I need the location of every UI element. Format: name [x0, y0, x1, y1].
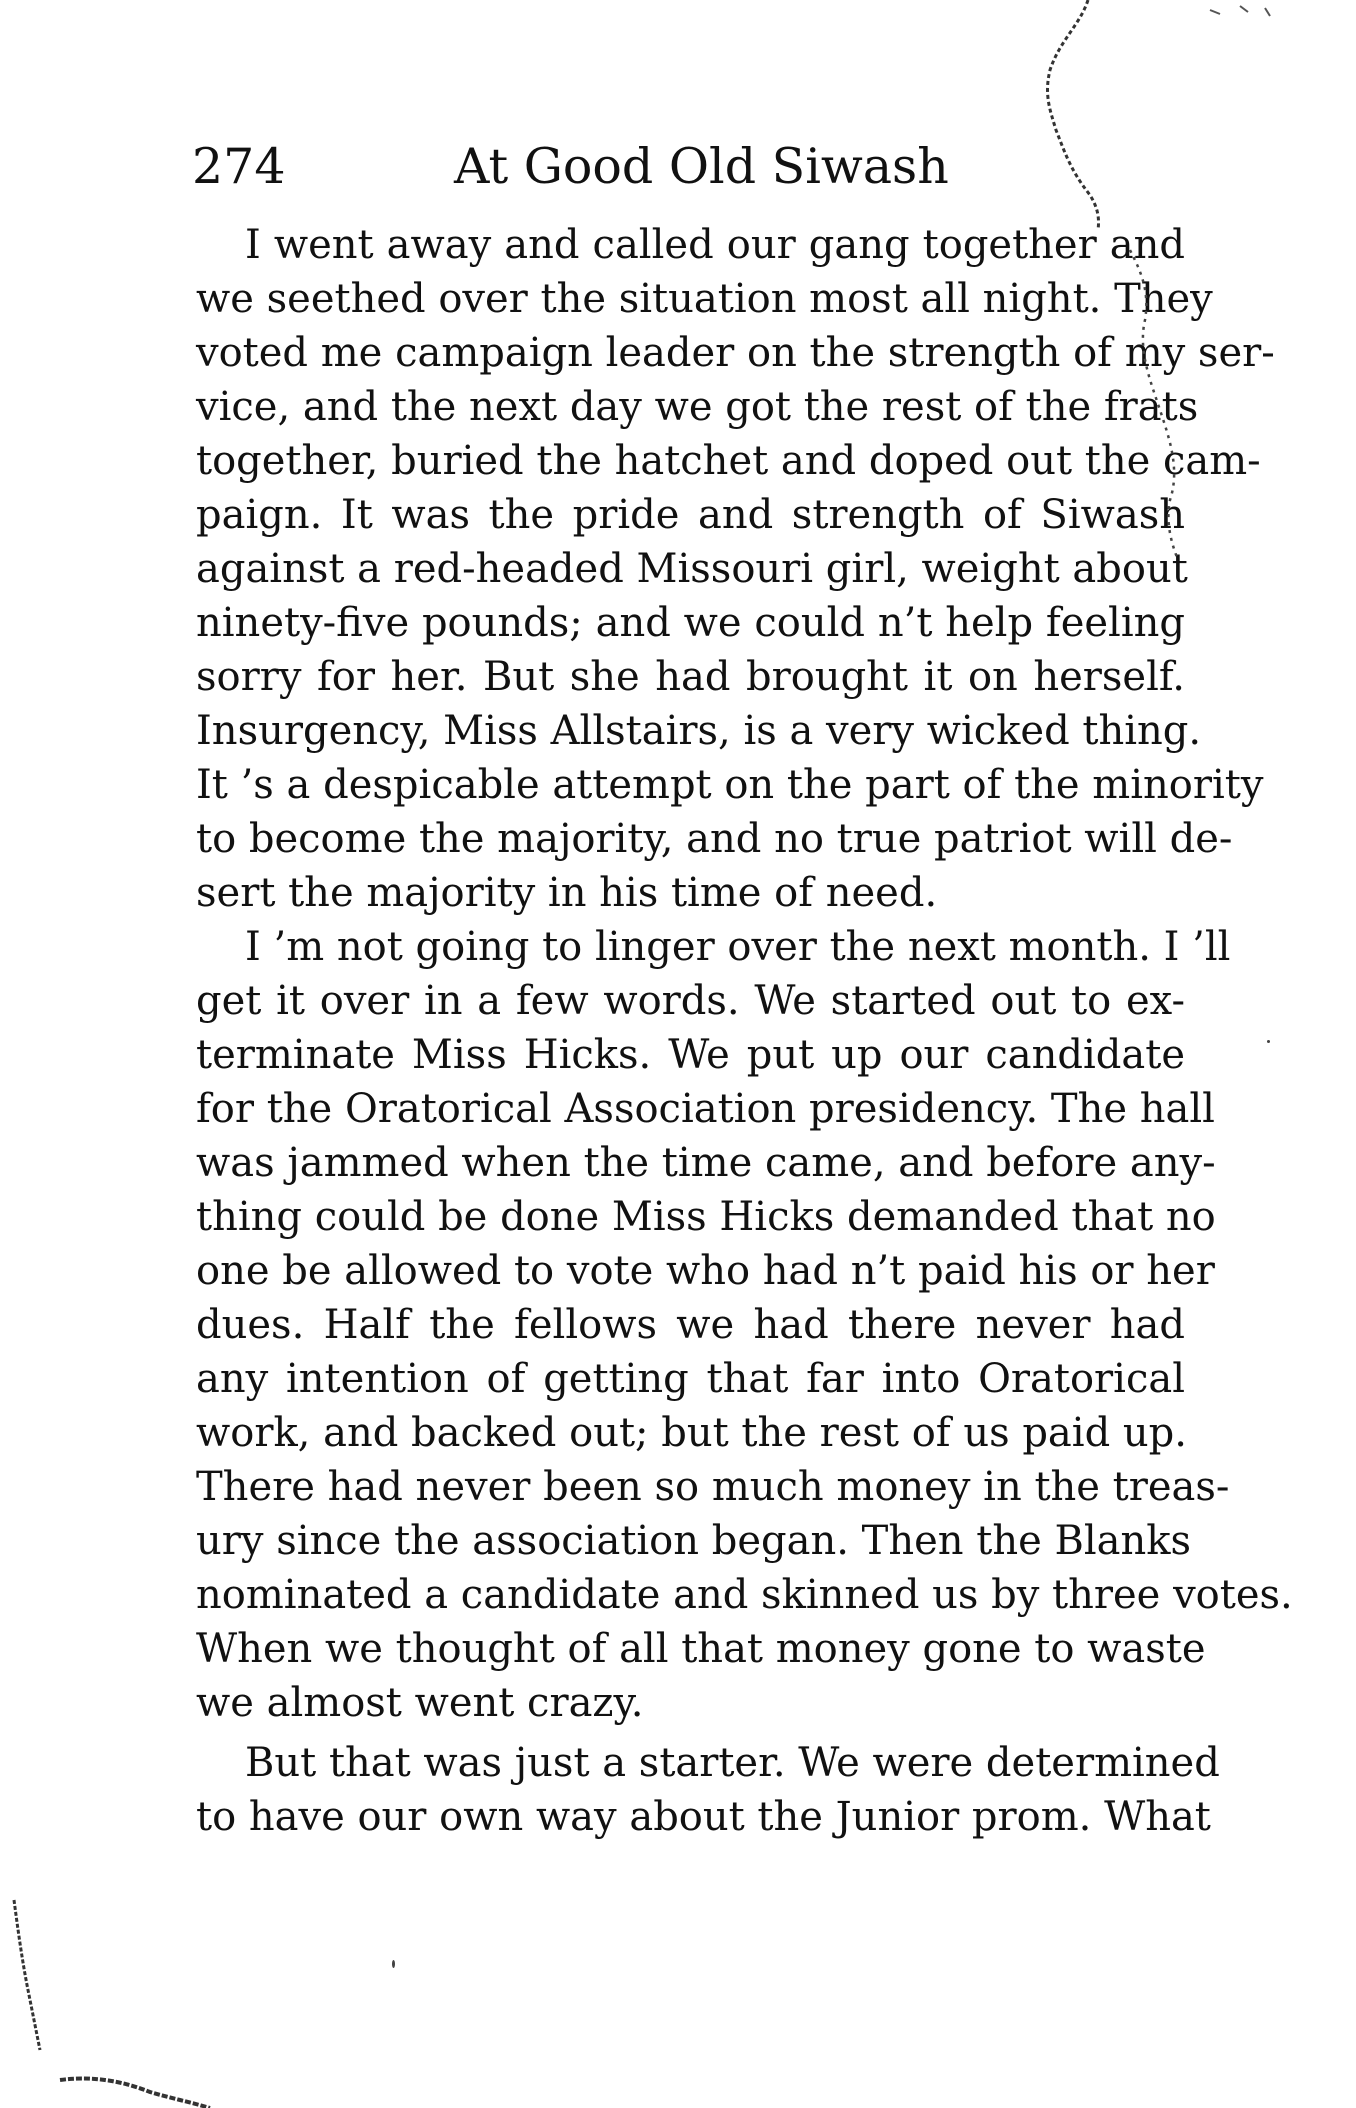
- page-number: 274: [192, 138, 286, 195]
- text-line: sorry for her. But she had brought it on herself.: [196, 654, 1185, 700]
- text-line: vice, and the next day we got the rest of the frats: [196, 384, 1199, 430]
- text-line: one be allowed to vote who had n’t paid his or her: [196, 1248, 1215, 1294]
- text-line: was jammed when the time came, and before any-: [196, 1140, 1216, 1186]
- ink-speck: [1267, 1040, 1270, 1043]
- text-line: we almost went crazy.: [196, 1680, 644, 1726]
- text-line: I went away and called our gang together and: [245, 222, 1185, 268]
- ink-speck: [392, 1960, 395, 1968]
- text-line: nominated a candidate and skinned us by three votes.: [196, 1572, 1293, 1618]
- text-line: There had never been so much money in the treas-: [196, 1464, 1230, 1510]
- text-line: to become the majority, and no true patriot will de-: [196, 816, 1233, 862]
- text-line: I ’m not going to linger over the next month. I ’ll: [245, 924, 1231, 970]
- text-line: any intention of getting that far into Oratorical: [196, 1356, 1185, 1402]
- text-line: It ’s a despicable attempt on the part of the minority: [196, 762, 1264, 808]
- text-line: for the Oratorical Association presidency. The hall: [196, 1086, 1215, 1132]
- text-line: to have our own way about the Junior prom. What: [196, 1794, 1211, 1840]
- text-line: terminate Miss Hicks. We put up our candidate: [196, 1032, 1185, 1078]
- text-line: But that was just a starter. We were determined: [245, 1740, 1220, 1786]
- text-line: against a red-headed Missouri girl, weight about: [196, 546, 1188, 592]
- text-line: dues. Half the fellows we had there never had: [196, 1302, 1185, 1348]
- text-line: Insurgency, Miss Allstairs, is a very wicked thing.: [196, 708, 1202, 754]
- text-line: we seethed over the situation most all night. They: [196, 276, 1213, 322]
- text-line: paign. It was the pride and strength of Siwash: [196, 492, 1185, 538]
- text-line: get it over in a few words. We started out to ex-: [196, 978, 1185, 1024]
- text-line: When we thought of all that money gone to waste: [196, 1626, 1206, 1672]
- text-line: ninety-five pounds; and we could n’t help feeling: [196, 600, 1185, 646]
- running-head: At Good Old Siwash: [454, 138, 949, 195]
- text-line: work, and backed out; but the rest of us paid up.: [196, 1410, 1187, 1456]
- text-line: sert the majority in his time of need.: [196, 870, 938, 916]
- text-line: voted me campaign leader on the strength of my ser-: [196, 330, 1275, 376]
- text-line: thing could be done Miss Hicks demanded that no: [196, 1194, 1216, 1240]
- text-line: together, buried the hatchet and doped out the cam-: [196, 438, 1261, 484]
- text-line: ury since the association began. Then the Blanks: [196, 1518, 1192, 1564]
